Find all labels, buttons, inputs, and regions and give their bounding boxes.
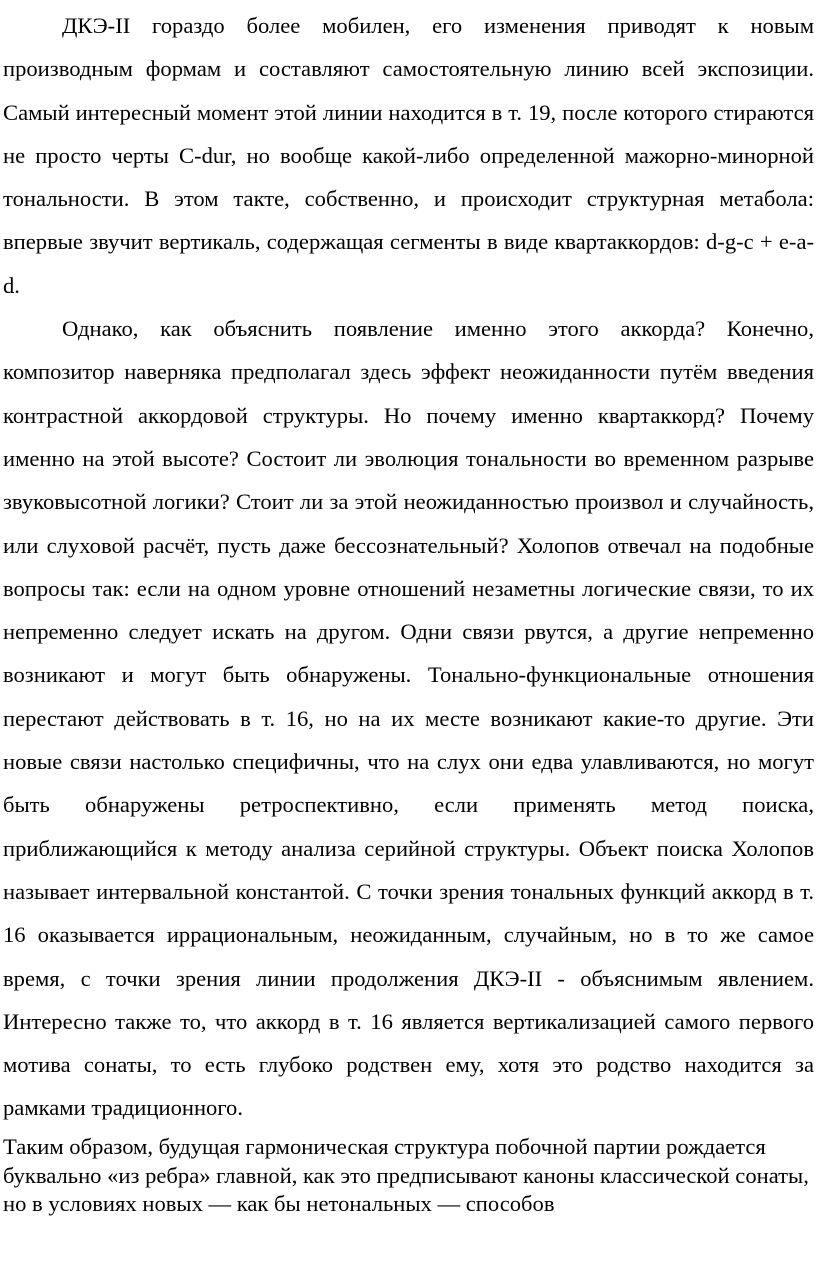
paragraph-2: Однако, как объяснить появление именно этого аккорда? Конечно, композитор наверняка предполагал здесь эффект неожиданности путём введения контрастной аккордовой структуры. Но почему именно квартаккорд? Почему именно на этой высоте? Состоит ли эволюция тональности во временном разрыве звуковысотной логики? Стоит ли за этой неожиданностью произвол и случайность, или слуховой расчёт, пусть даже бессознательный? Холопов отвечал на подобные вопросы так: если на одном уровне отношений незаметны логические связи, то их непременно следует искать на другом. Одни связи рвутся, а другие непременно возникают и могут быть обнаружены. Тонально-функциональные отношения перестают действовать в т. 16, но на их месте возникают какие-то другие. Эти новые связи настолько специфичны, что на слух они едва улавливаются, но могут быть обнаружены ретроспективно, если применять метод поиска, приближающийся к методу анализа серийной структуры. Объект поиска Холопов называет интервальной константой. С точки зрения тональных функций аккорд в т. 16 оказывается иррациональным, неожиданным, случайным, но в то же самое время, с точки зрения линии продолжения ДКЭ-II - объяснимым явлением. Интересно также то, что аккорд в т. 16 является вертикализацией самого первого мотива сонаты, то есть глубоко родствен ему, хотя это родство находится за рамками традиционного. bbox=[3, 316, 814, 1121]
paragraph-1: ДКЭ-II гораздо более мобилен, его изменения приводят к новым производным формам и составляют самостоятельную линию всей экспозиции. Самый интересный момент этой линии находится в т. 19, после которого стираются не просто черты C-dur, но вообще какой-либо определенной мажорно-минорной тональности. В этом такте, собственно, и происходит структурная метабола: впервые звучит вертикаль, содержащая сегменты в виде квартаккордов: d-g-c + e-a-d. bbox=[3, 13, 814, 298]
paragraph-3: Таким образом, будущая гармоническая структура побочной партии рождается буквально «из ребра» главной, как это предписывают каноны классической сонаты, но в условиях новых — как бы нетональных — способов bbox=[3, 1133, 809, 1217]
